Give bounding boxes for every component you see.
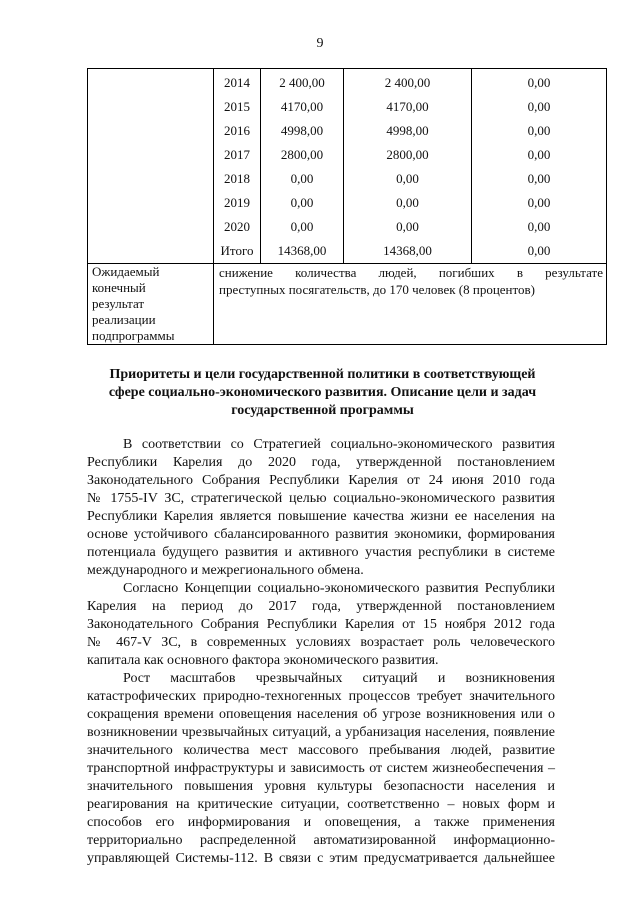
- budget-value-cell: 2 400,00: [384, 75, 431, 90]
- body-line: Согласно Концепции социально-экономического развития Республики: [123, 581, 555, 596]
- budget-value-cell: 0,00: [396, 219, 419, 234]
- body-line: значительного количества мест массового пребывания людей, развитие: [87, 743, 555, 758]
- budget-value-cell: 0,00: [396, 171, 419, 186]
- total-value-cell: 2800,00: [280, 147, 324, 162]
- other-value-cell: 0,00: [527, 195, 551, 210]
- body-line: управляющей Системы-112. В связи с этим предусматривается дальнейшее: [87, 851, 555, 866]
- other-value-cell: 0,00: [527, 171, 551, 186]
- heading-line: сфере социально-экономического развития. Описание цели и задач: [108, 385, 537, 400]
- body-line: возникновении чрезвычайных ситуаций, а урбанизация населения, появление: [87, 725, 555, 740]
- body-line: территориально распределенной автоматизированной информационно-: [87, 833, 555, 848]
- empty-label-cell: [88, 69, 214, 264]
- budget-value-cell: 0,00: [396, 195, 419, 210]
- year-cell: 2019: [224, 195, 250, 210]
- total-value-cell: 4998,00: [280, 123, 324, 138]
- result-text-line: преступных посягательств, до 170 человек (8 процентов): [219, 282, 535, 297]
- total-value-cell: 0,00: [290, 195, 314, 210]
- body-line: капитала как основного фактора экономического развития.: [87, 653, 439, 668]
- body-line: Республики Карелия является повышение качества жизни ее населения на: [87, 509, 555, 524]
- total-value-cell: 14368,00: [277, 243, 327, 258]
- year-cell: Итого: [220, 243, 254, 258]
- heading-line: государственной программы: [231, 403, 414, 418]
- other-value-cell: 0,00: [527, 123, 551, 138]
- total-value-cell: 0,00: [290, 171, 314, 186]
- total-value-cell: 4170,00: [280, 99, 324, 114]
- other-value-cell: 0,00: [527, 75, 551, 90]
- body-line: Республики Карелия до 2020 года, утвержденной постановлением: [87, 455, 555, 470]
- body-line: способов его информирования и оповещения, а также применения: [87, 815, 555, 830]
- funding-years-row: [88, 69, 607, 264]
- year-cell: 2018: [224, 171, 250, 186]
- budget-value-cell: 4170,00: [386, 99, 429, 114]
- budget-column: [344, 69, 472, 264]
- budget-value-cell: 14368,00: [383, 243, 432, 258]
- result-label-line: результат: [92, 296, 145, 311]
- budget-value-cell: 2800,00: [386, 147, 429, 162]
- body-line: Законодательного Собрания Республики Карелия от 15 ноября 2012 года: [87, 617, 555, 632]
- funding-table: [87, 68, 607, 345]
- result-label-line: конечный: [92, 280, 146, 295]
- body-line: международного и межрегионального обмена.: [87, 563, 364, 578]
- total-value-cell: 0,00: [290, 219, 314, 234]
- body-line: потенциала будущего развития и активного участия республики в системе: [87, 545, 555, 560]
- heading-line: Приоритеты и цели государственной политики в соответствующей: [109, 367, 536, 382]
- body-text: [87, 436, 555, 868]
- total-column: [261, 69, 344, 264]
- body-line: В соответствии со Стратегией социально-экономического развития: [123, 437, 555, 452]
- page-number: 9: [316, 36, 324, 51]
- total-value-cell: 2 400,00: [279, 75, 325, 90]
- body-line: № 467-V ЗС, в современных условиях возрастает роль человеческого: [87, 635, 555, 650]
- body-line: основе устойчивого сбалансированного развития экономики, формирования: [87, 527, 555, 542]
- budget-value-cell: 4998,00: [386, 123, 429, 138]
- year-cell: 2014: [224, 75, 250, 90]
- year-cell: 2020: [224, 219, 250, 234]
- other-value-cell: 0,00: [527, 99, 551, 114]
- body-line: катастрофических природно-техногенных процессов требует значительного: [87, 689, 555, 704]
- body-line: сокращения времени оповещения населения об угрозе возникновения или о: [87, 707, 555, 722]
- body-line: Законодательного Собрания Республики Карелия от 24 июня 2010 года: [87, 473, 555, 488]
- result-text-line: снижение количества людей, погибших в результате: [219, 265, 603, 280]
- expected-result-row: [88, 264, 607, 345]
- result-label-line: реализации: [92, 312, 156, 327]
- body-line: Рост масштабов чрезвычайных ситуаций и возникновения: [123, 671, 555, 686]
- other-value-cell: 0,00: [527, 147, 551, 162]
- section-heading: [95, 366, 550, 420]
- result-label-line: подпрограммы: [92, 328, 175, 343]
- other-value-cell: 0,00: [527, 243, 551, 258]
- expected-result-text: [214, 264, 607, 345]
- body-line: реагирования на критические ситуации, соответственно – новых форм и: [87, 797, 555, 812]
- years-column: [214, 69, 261, 264]
- body-line: транспортной инфраструктуры и зависимость от систем жизнеобеспечения –: [87, 761, 555, 776]
- other-column: [472, 69, 607, 264]
- year-cell: 2015: [224, 99, 250, 114]
- year-cell: 2016: [224, 123, 250, 138]
- body-line: № 1755-IV ЗС, стратегической целью социально-экономического развития: [87, 491, 555, 506]
- year-cell: 2017: [224, 147, 250, 162]
- expected-result-label: [88, 264, 214, 345]
- result-label-line: Ожидаемый: [92, 264, 160, 279]
- other-value-cell: 0,00: [527, 219, 551, 234]
- body-line: значительного повышения уровня культуры безопасности населения и: [87, 779, 555, 794]
- body-line: Карелия на период до 2017 года, утвержденной постановлением: [87, 599, 555, 614]
